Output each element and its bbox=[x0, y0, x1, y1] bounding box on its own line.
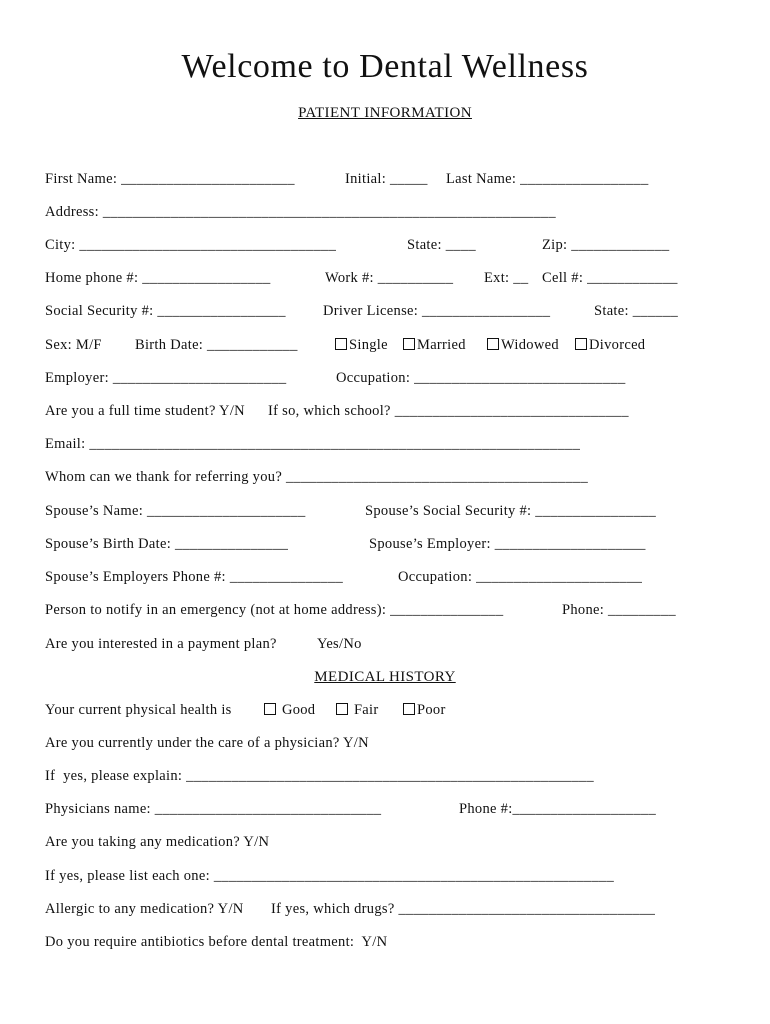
emergency-phone-field[interactable]: Phone: _________ bbox=[562, 602, 676, 618]
payment-plan-question: Are you interested in a payment plan? bbox=[45, 636, 277, 652]
allergic-field[interactable]: Allergic to any medication? Y/N bbox=[45, 901, 244, 917]
good-option[interactable] bbox=[264, 700, 315, 720]
allergy-drugs-field[interactable]: If yes, which drugs? __________________________________ bbox=[271, 901, 656, 917]
fair-label: Fair bbox=[353, 702, 379, 718]
ssn-row bbox=[45, 301, 679, 321]
single-checkbox[interactable] bbox=[335, 338, 347, 350]
divorced-label: Divorced bbox=[589, 337, 646, 353]
social-security-field[interactable]: Social Security #: _________________ bbox=[45, 303, 286, 319]
antibiotics-field[interactable]: Do you require antibiotics before dental treatment: Y/N bbox=[45, 934, 388, 950]
physician-name-row bbox=[45, 799, 657, 819]
spouse-employer-phone-field[interactable]: Spouse’s Employers Phone #: _______________ bbox=[45, 569, 344, 585]
spouse-occupation-field[interactable]: Occupation: ______________________ bbox=[398, 569, 643, 585]
good-label: Good bbox=[281, 702, 316, 718]
initial-field[interactable]: Initial: _____ bbox=[345, 171, 428, 187]
spouse-birth-date-field[interactable]: Spouse’s Birth Date: _______________ bbox=[45, 536, 289, 552]
spouse-name-row bbox=[45, 501, 657, 521]
home-phone-field[interactable]: Home phone #: _________________ bbox=[45, 270, 271, 286]
married-label: Married bbox=[417, 337, 466, 353]
work-phone-field[interactable]: Work #: __________ bbox=[325, 270, 454, 286]
employer-field[interactable]: Employer: _______________________ bbox=[45, 370, 287, 386]
allergy-row bbox=[45, 899, 656, 919]
referral-field[interactable]: Whom can we thank for referring you? ________________________________________ bbox=[45, 469, 588, 485]
last-name-field[interactable]: Last Name: _________________ bbox=[446, 171, 649, 187]
physical-health-label: Your current physical health is bbox=[45, 702, 232, 718]
zip-field[interactable]: Zip: _____________ bbox=[542, 237, 670, 253]
student-row bbox=[45, 401, 629, 421]
spouse-employer-field[interactable]: Spouse’s Employer: ____________________ bbox=[369, 536, 646, 552]
payment-plan-row bbox=[45, 634, 362, 654]
email-field[interactable]: Email: _________________________________________________________________ bbox=[45, 436, 581, 452]
poor-label: Poor bbox=[417, 702, 446, 718]
emergency-contact-field[interactable]: Person to notify in an emergency (not at home address): _______________ bbox=[45, 602, 504, 618]
address-row bbox=[45, 202, 556, 222]
birth-date-field[interactable]: Birth Date: ____________ bbox=[135, 337, 298, 353]
name-row bbox=[45, 169, 649, 189]
sex-birth-row bbox=[45, 335, 646, 355]
married-option[interactable] bbox=[403, 335, 466, 355]
emergency-row bbox=[45, 600, 676, 620]
medical-history-heading: MEDICAL HISTORY bbox=[314, 669, 456, 685]
good-checkbox[interactable] bbox=[264, 703, 276, 715]
widowed-label: Widowed bbox=[501, 337, 559, 353]
widowed-checkbox[interactable] bbox=[487, 338, 499, 350]
email-row bbox=[45, 434, 581, 454]
phone-row bbox=[45, 268, 678, 288]
payment-plan-yes-no[interactable]: Yes/No bbox=[317, 636, 362, 652]
medication-field[interactable]: Are you taking any medication? Y/N bbox=[45, 834, 270, 850]
spouse-birth-row bbox=[45, 534, 646, 554]
single-option[interactable] bbox=[335, 335, 388, 355]
employer-row bbox=[45, 368, 626, 388]
physician-name-field[interactable]: Physicians name: ______________________________ bbox=[45, 801, 382, 817]
medication-list-field[interactable]: If yes, please list each one: _____________________________________________________ bbox=[45, 868, 614, 884]
license-state-field[interactable]: State: ______ bbox=[594, 303, 679, 319]
single-label: Single bbox=[349, 337, 388, 353]
spouse-employer-phone-row bbox=[45, 567, 643, 587]
ext-field[interactable]: Ext: __ bbox=[484, 270, 529, 286]
divorced-checkbox[interactable] bbox=[575, 338, 587, 350]
sex-field[interactable]: Sex: M/F bbox=[45, 337, 102, 353]
poor-checkbox[interactable] bbox=[403, 703, 415, 715]
full-time-student-field[interactable]: Are you a full time student? Y/N bbox=[45, 403, 245, 419]
city-field[interactable]: City: __________________________________ bbox=[45, 237, 337, 253]
fair-checkbox[interactable] bbox=[336, 703, 348, 715]
divorced-option[interactable] bbox=[575, 335, 645, 355]
fair-option[interactable] bbox=[336, 700, 379, 720]
physician-care-row bbox=[45, 733, 369, 753]
explain-row bbox=[45, 766, 594, 786]
patient-information-heading: PATIENT INFORMATION bbox=[298, 105, 472, 121]
spouse-social-security-field[interactable]: Spouse’s Social Security #: ________________ bbox=[365, 503, 657, 519]
widowed-option[interactable] bbox=[487, 335, 559, 355]
spouse-name-field[interactable]: Spouse’s Name: _____________________ bbox=[45, 503, 306, 519]
driver-license-field[interactable]: Driver License: _________________ bbox=[323, 303, 551, 319]
medication-list-row bbox=[45, 866, 614, 886]
occupation-field[interactable]: Occupation: ____________________________ bbox=[336, 370, 626, 386]
form-title: Welcome to Dental Wellness bbox=[181, 48, 589, 85]
physician-care-field[interactable]: Are you currently under the care of a physician? Y/N bbox=[45, 735, 369, 751]
state-field[interactable]: State: ____ bbox=[407, 237, 476, 253]
married-checkbox[interactable] bbox=[403, 338, 415, 350]
referral-row bbox=[45, 467, 588, 487]
physical-health-row bbox=[45, 700, 446, 720]
school-field[interactable]: If so, which school? _______________________________ bbox=[268, 403, 629, 419]
city-row bbox=[45, 235, 670, 255]
explain-field[interactable]: If yes, please explain: ______________________________________________________ bbox=[45, 768, 594, 784]
first-name-field[interactable]: First Name: _______________________ bbox=[45, 171, 295, 187]
address-field[interactable]: Address: ____________________________________________________________ bbox=[45, 204, 556, 220]
cell-phone-field[interactable]: Cell #: ____________ bbox=[542, 270, 678, 286]
physician-phone-field[interactable]: Phone #:___________________ bbox=[459, 801, 657, 817]
poor-option[interactable] bbox=[403, 700, 446, 720]
medication-row bbox=[45, 832, 270, 852]
antibiotics-row bbox=[45, 932, 388, 952]
